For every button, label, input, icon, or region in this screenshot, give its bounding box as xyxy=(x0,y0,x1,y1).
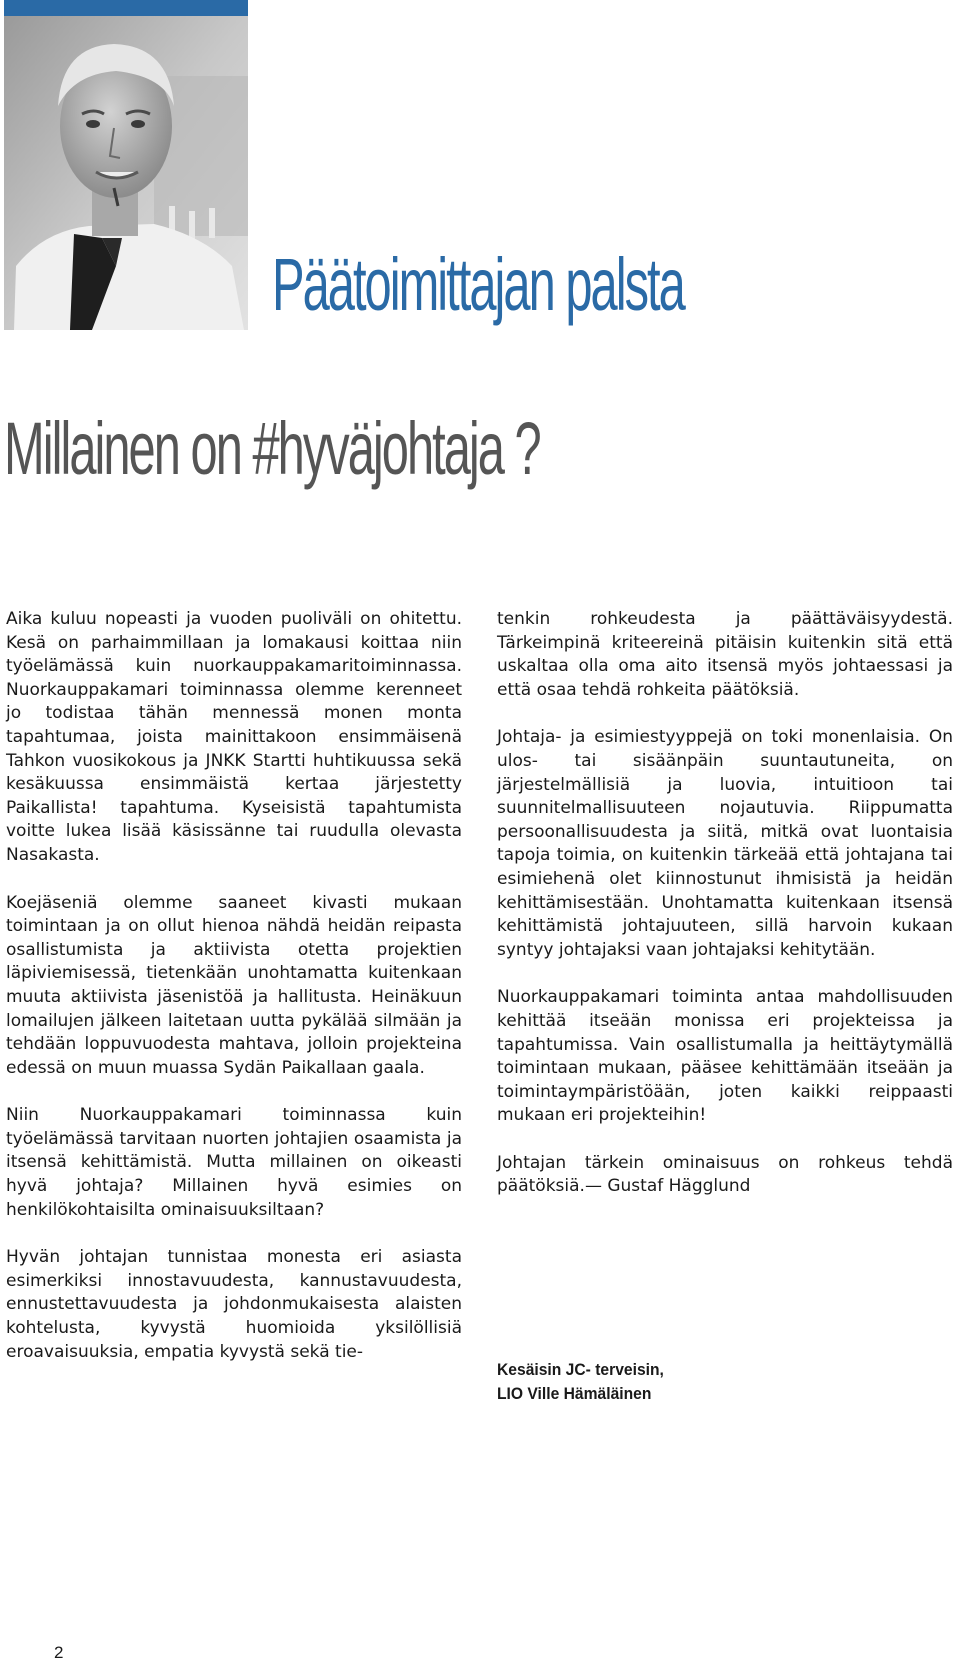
paragraph: Aika kuluu nopeasti ja vuoden puoliväli on ohitettu. Kesä on parhaimmillaan ja lomakausi koittaa niin työelämässä kuin nuorkauppakamaritoiminnassa. Nuorkauppakamari toiminnassa olemme kerenneet jo todistaa tähän mennessä monen monta tapahtumaa, joista mainittakoon ensimmäisenä Tahkon vuosikokous ja JNKK Startti huhtikuussa sekä kesäkuussa ensimmäistä kertaa järjestetty Paikallista! tapahtuma. Kyseisistä tapahtumista voitte lukea lisää käsissänne tai ruudulla olevasta Nasakasta. xyxy=(6,609,462,865)
column-title: Päätoimittajan palsta xyxy=(272,243,684,326)
quote-paragraph: Johtajan tärkein ominaisuus on rohkeus tehdä päätöksiä.— Gustaf Hägglund xyxy=(497,1152,953,1197)
paragraph: Niin Nuorkauppakamari toiminnassa kuin työelämässä tarvitaan nuorten johtajien osaamista ja itsensä kehittämistä. Mutta millainen on oikeasti hyvä johtaja? Millainen hyvä esimies on henkilökohtaisilta ominaisuuksiltaan? xyxy=(6,1105,462,1220)
article-title: Millainen on #hyväjohtaja ? xyxy=(4,407,540,490)
paragraph: Koejäseniä olemme saaneet kivasti mukaan toimintaan ja on ollut hienoa nähdä heidän reipasta osallistumista ja aktiivista otetta projektien läpiviemisessä, tietenkään unohtamatta kuitenkaan muuta aktiivista jäsenistöä ja hallitusta. Heinäkuun lomailujen jälkeen laitetaan uutta pykälää silmään ja tehdään loppuvuodesta mahtava, jolloin projekteina edessä on muun muassa Sydän Paikallaan gaala. xyxy=(6,892,462,1078)
paragraph: Nuorkauppakamari toiminta antaa mahdollisuuden kehittää itseään monissa eri projekteissa ja tapahtumissa. Vain osallistumalla ja heittäytymällä toimintaan mukaan, pääsee kehittämään itseään ja toimintaympäristöään, joten kaikki reippaasti mukaan eri projekteihin! xyxy=(497,987,953,1126)
editor-portrait-photo xyxy=(4,16,248,330)
signature-block xyxy=(497,1358,664,1406)
top-accent-bar xyxy=(4,0,248,16)
paragraph: Hyvän johtajan tunnistaa monesta eri asiasta esimerkiksi innostavuudesta, kannustavuudesta, ennustettavuudesta ja johdonmukaisesta alaisten kohtelusta, kyvystä huomioida yksilöllisiä eroavaisuuksia, empatia kyvystä sekä tie- xyxy=(6,1247,462,1362)
signature-name: LIO Ville Hämäläinen xyxy=(497,1384,652,1403)
paragraph: Johtaja- ja esimiestyyppejä on toki monenlaisia. On ulos- tai sisäänpäin suuntautuneita, on järjestelmällisiä ja luovia, intuitioon tai suunnitelmallisuuteen nojautuvia. Riippumatta persoonallisuudesta ja siitä, mitkä ovat luontaisia tapoja toimia, on kuitenkin tärkeää että johtajana tai esimiehenä olet kiinnostunut ihmisistä ja heidän kehittämisestään. Unohtamatta kuitenkaan itsensä kehittämistä johtajuuteen, sillä harvoin kukaan syntyy johtajaksi vaan johtajaksi kehitytään. xyxy=(497,727,953,960)
article-right-column xyxy=(497,608,953,1223)
page-number: 2 xyxy=(54,1643,64,1662)
article-left-column xyxy=(6,608,462,1388)
signature-greeting: Kesäisin JC- terveisin, xyxy=(497,1360,664,1379)
paragraph: tenkin rohkeudesta ja päättäväisyydestä. Tärkeimpinä kriteereinä pitäisin kuitenkin sitä että uskaltaa olla oma aito itsensä myös johtaessasi ja että osaa tehdä rohkeita päätöksiä. xyxy=(497,609,953,700)
